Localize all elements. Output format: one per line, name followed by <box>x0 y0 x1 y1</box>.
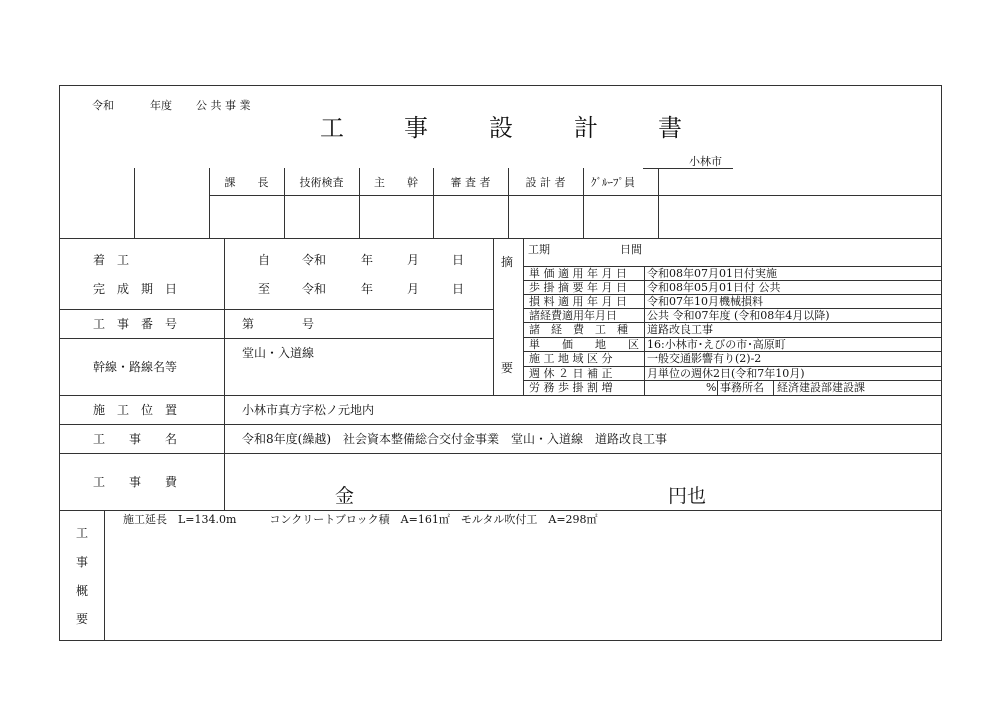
summary-row-value: 公共 令和07年度 (令和08年4月以降) <box>647 309 830 322</box>
frame-left <box>59 85 60 641</box>
title-char: 計 <box>574 114 598 142</box>
overview-divider <box>104 510 105 640</box>
summary-row-label: 単 価 適 用 年 月 日 <box>529 267 627 280</box>
location-label: 施 工 位 置 <box>93 403 178 417</box>
summary-row-label: 歩 掛 摘 要 年 月 日 <box>529 281 627 294</box>
header-era: 令和 <box>92 99 114 112</box>
start-era: 令和 <box>302 253 327 267</box>
main-right-divider <box>493 238 494 395</box>
number-label: 工 事 番 号 <box>93 317 178 331</box>
approval-label: 設 計 者 <box>525 176 566 189</box>
summary-char-1: 摘 <box>501 255 514 269</box>
approval-col <box>583 168 584 238</box>
cost-label: 工 事 費 <box>93 475 178 489</box>
frame-right <box>941 85 942 641</box>
summary-row-value: 令和07年10月機械損料 <box>647 295 763 308</box>
row-line <box>59 510 941 511</box>
office-label: 事務所名 <box>720 381 764 394</box>
summary-row-label: 諸 経 費 工 種 <box>529 323 628 336</box>
row-line <box>59 424 941 425</box>
number-value: 第 号 <box>242 317 315 331</box>
row-line <box>59 309 493 310</box>
completion-label: 完 成 期 日 <box>93 282 178 296</box>
title-char: 書 <box>658 114 682 142</box>
summary-value-divider <box>644 266 645 395</box>
end-month: 月 <box>407 282 420 296</box>
labor-label: 労 務 歩 掛 割 増 <box>529 381 613 394</box>
row-line <box>59 453 941 454</box>
end-era: 令和 <box>302 282 327 296</box>
end-day: 日 <box>452 282 465 296</box>
start-day: 日 <box>452 253 465 267</box>
summary-row-value: 道路改良工事 <box>647 323 713 336</box>
route-value: 堂山・入道線 <box>242 346 315 360</box>
from-label: 自 <box>258 253 271 267</box>
overview-char: 事 <box>75 555 88 569</box>
cost-suffix: 円也 <box>668 485 707 507</box>
overview-char: 工 <box>75 526 88 540</box>
labor-divider <box>717 380 718 395</box>
location-value: 小林市真方字松ノ元地内 <box>242 403 375 417</box>
summary-row-value: 令和08年07月01日付実施 <box>647 267 777 280</box>
approval-label: 主 幹 <box>374 176 418 189</box>
work-name-label: 工 事 名 <box>93 432 178 446</box>
overview-char: 要 <box>75 612 88 626</box>
period-unit: 日間 <box>620 243 642 256</box>
row-line <box>59 338 493 339</box>
summary-row-value: 一般交通影響有り(2)-2 <box>647 352 762 365</box>
approval-bottom <box>59 238 941 239</box>
start-label: 着 工 <box>93 253 130 267</box>
summary-row-label: 施 工 地 域 区 分 <box>529 352 613 365</box>
header-program: 公 共 事 業 <box>196 99 251 112</box>
work-name-value: 令和8年度(繰越) 社会資本整備総合交付金事業 堂山・入道線 道路改良工事 <box>242 432 668 446</box>
header-year-label: 年度 <box>150 99 172 112</box>
start-year: 年 <box>361 253 374 267</box>
city-name: 小林市 <box>689 155 722 168</box>
summary-row-label: 損 料 適 用 年 月 日 <box>529 295 627 308</box>
to-label: 至 <box>258 282 271 296</box>
approval-col <box>134 168 135 238</box>
overview-text: 施工延長 L=134.0m コンクリートブロック積 A=161㎡ モルタル吹付工 A=298㎡ <box>123 513 598 526</box>
summary-row-value: 月単位の週休2日(令和7年10月) <box>647 367 805 380</box>
row-line <box>59 395 941 396</box>
title-char: 設 <box>489 114 513 142</box>
frame-bottom <box>59 640 942 641</box>
approval-label: 審 査 者 <box>450 176 491 189</box>
cost-prefix: 金 <box>335 485 355 507</box>
approval-label: 課 長 <box>224 176 269 189</box>
approval-divider <box>209 195 941 196</box>
summary-char-2: 要 <box>501 361 514 375</box>
approval-col <box>658 168 659 238</box>
city-underline <box>643 168 733 169</box>
summary-divider <box>523 238 524 395</box>
overview-char: 概 <box>75 584 88 598</box>
labor-value: % <box>706 381 717 394</box>
office-divider <box>773 380 774 395</box>
approval-label: ｸﾞﾙｰﾌﾟ員 <box>591 176 635 189</box>
end-year: 年 <box>361 282 374 296</box>
start-month: 月 <box>407 253 420 267</box>
approval-label: 技術検査 <box>299 176 344 189</box>
period-label: 工期 <box>528 243 550 256</box>
route-label: 幹線・路線名等 <box>93 360 178 374</box>
title-char: 工 <box>320 114 344 142</box>
summary-row-value: 令和08年05月01日付 公共 <box>647 281 781 294</box>
summary-row-label: 諸経費適用年月日 <box>529 309 617 322</box>
summary-row-value: 16:小林市･えびの市･高原町 <box>647 338 786 351</box>
main-col-divider <box>224 238 225 510</box>
frame-top <box>59 85 942 86</box>
office-value: 経済建設部建設課 <box>777 381 865 394</box>
title-char: 事 <box>404 114 428 142</box>
summary-row-label: 週 休 ２ 日 補 正 <box>529 367 613 380</box>
summary-row-label: 単 価 地 区 <box>529 338 639 351</box>
